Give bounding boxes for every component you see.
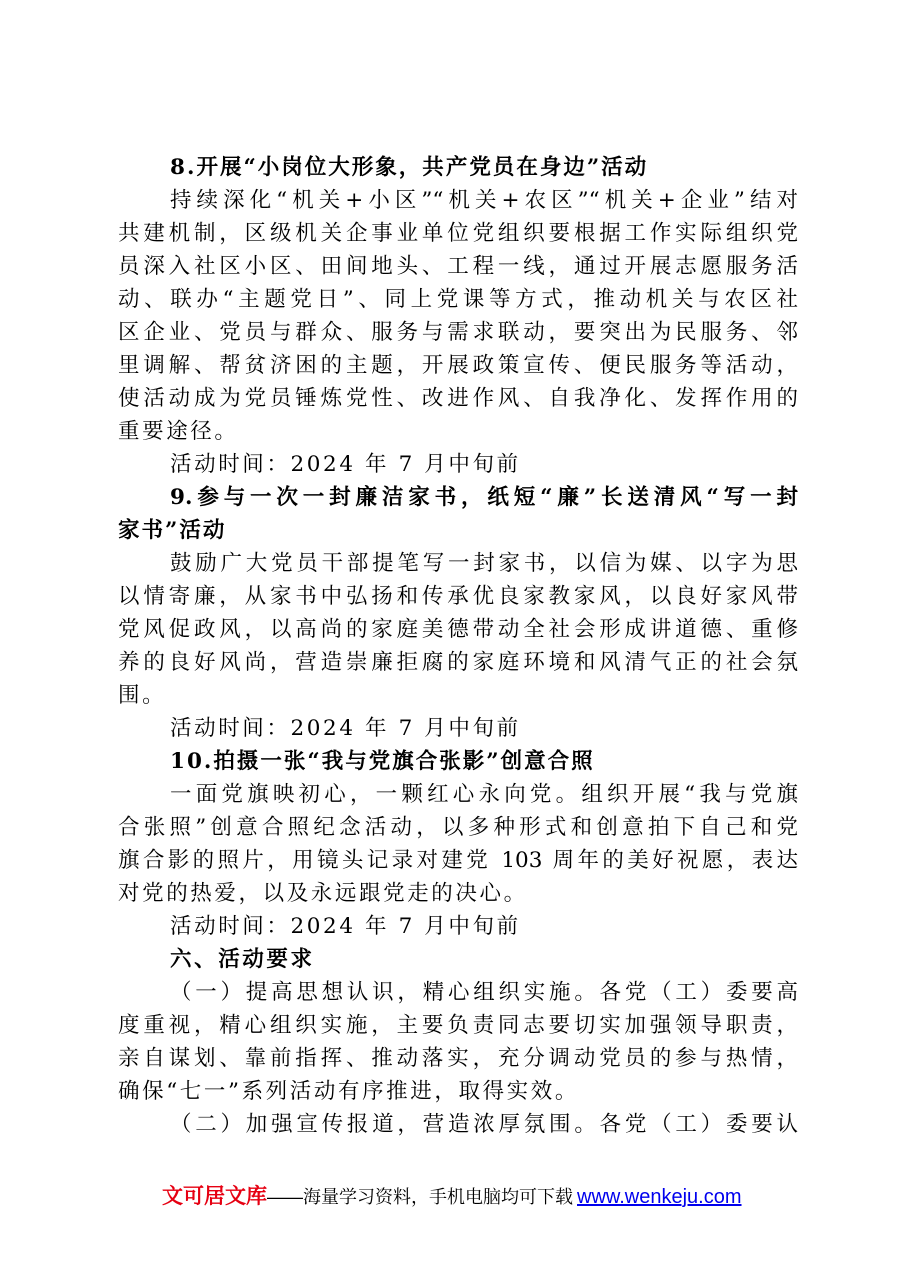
activity-time: 活动时间：2024 年 7 月中旬前 xyxy=(170,716,521,741)
paragraph-line: 养的良好风尚，营造崇廉拒腐的家庭环境和风清气正的社会氛 xyxy=(118,650,798,675)
paragraph-line: 重要途径。 xyxy=(118,419,239,444)
section-heading-9-cont: 家书”活动 xyxy=(118,518,227,543)
paragraph-line: 合张照”创意合照纪念活动，以多种形式和创意拍下自己和党 xyxy=(118,815,798,840)
footer-description: 海量学习资料，手机电脑均可下载 xyxy=(303,1187,573,1207)
footer-banner xyxy=(162,1180,742,1214)
paragraph-line: 党风促政风，以高尚的家庭美德带动全社会形成讲道德、重修 xyxy=(118,617,798,642)
paragraph-line: 动、联办“主题党日”、同上党课等方式，推动机关与农区社 xyxy=(118,287,798,312)
paragraph-line: 确保“七一”系列活动有序推进，取得实效。 xyxy=(118,1079,579,1104)
section-heading-9: 9.参与一次一封廉洁家书，纸短“廉”长送清风“写一封 xyxy=(170,485,798,510)
paragraph-line: 度重视，精心组织实施，主要负责同志要切实加强领导职责， xyxy=(118,1013,798,1038)
paragraph-line: 区企业、党员与群众、服务与需求联动，要突出为民服务、邻 xyxy=(118,320,798,345)
paragraph-line: 里调解、帮贫济困的主题，开展政策宣传、便民服务等活动， xyxy=(118,353,798,378)
footer-url-link[interactable]: www.wenkeju.com xyxy=(577,1186,742,1208)
paragraph-line: 亲自谋划、靠前指挥、推动落实，充分调动党员的参与热情， xyxy=(118,1046,798,1071)
paragraph-line: 以情寄廉，从家书中弘扬和传承优良家教家风，以良好家风带 xyxy=(118,584,798,609)
footer-brand: 文可居文库 xyxy=(162,1185,267,1208)
section-heading-6: 六、活动要求 xyxy=(170,947,315,972)
paragraph-line: 持续深化“机关+小区”“机关+农区”“机关+企业”结对 xyxy=(170,188,798,213)
paragraph-line: 员深入社区小区、田间地头、工程一线，通过开展志愿服务活 xyxy=(118,254,798,279)
paragraph-line: 一面党旗映初心，一颗红心永向党。组织开展“我与党旗 xyxy=(170,782,798,807)
paragraph-line: （一）提高思想认识，精心组织实施。各党（工）委要高 xyxy=(170,980,798,1005)
section-heading-10: 10.拍摄一张“我与党旗合张影”创意合照 xyxy=(170,749,595,774)
footer-separator: —— xyxy=(267,1187,303,1207)
paragraph-line: 使活动成为党员锤炼党性、改进作风、自我净化、发挥作用的 xyxy=(118,386,798,411)
paragraph-line: 围。 xyxy=(118,683,167,708)
paragraph-line: 对党的热爱，以及永远跟党走的决心。 xyxy=(118,881,528,906)
paragraph-line: （二）加强宣传报道，营造浓厚氛围。各党（工）委要认 xyxy=(170,1112,798,1137)
activity-time: 活动时间：2024 年 7 月中旬前 xyxy=(170,452,521,477)
paragraph-line: 共建机制，区级机关企事业单位党组织要根据工作实际组织党 xyxy=(118,221,798,246)
paragraph-line: 旗合影的照片，用镜头记录对建党 103 周年的美好祝愿，表达 xyxy=(118,848,798,873)
activity-time: 活动时间：2024 年 7 月中旬前 xyxy=(170,914,521,939)
section-heading-8: 8.开展“小岗位大形象，共产党员在身边”活动 xyxy=(170,155,649,180)
paragraph-line: 鼓励广大党员干部提笔写一封家书，以信为媒、以字为思 xyxy=(170,551,798,576)
